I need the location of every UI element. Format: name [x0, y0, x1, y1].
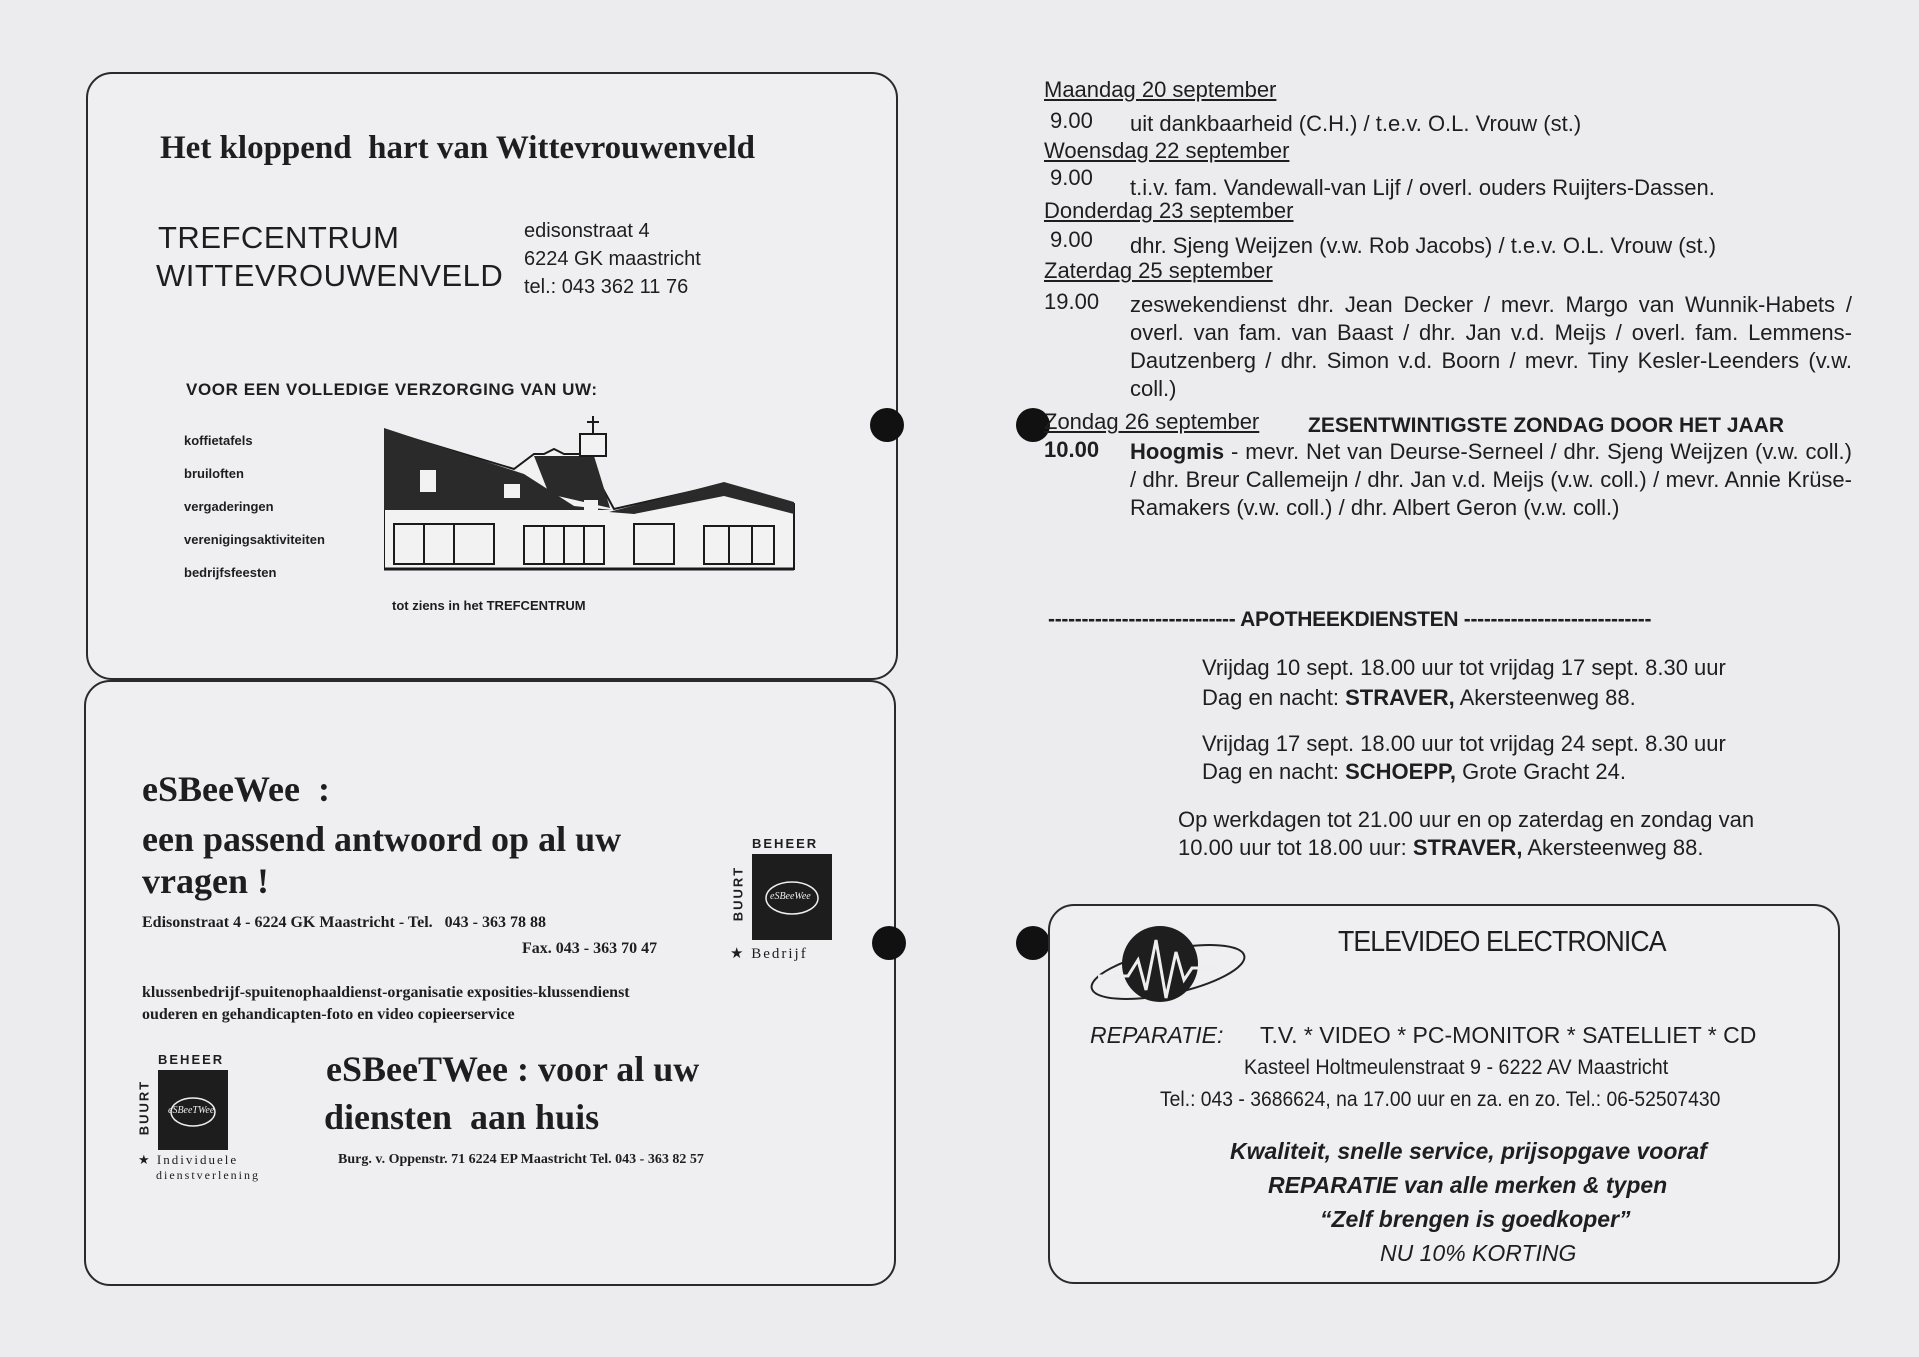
- schedule-text: [1130, 438, 1852, 522]
- logo-inner-text: eSBeeWee: [770, 891, 811, 902]
- esbeetwee-address: Burg. v. Oppenstr. 71 6224 EP Maastricht Tel. 043 - 363 82 57: [338, 1152, 704, 1167]
- televideo-address: Kasteel Holtmeulenstraat 9 - 6222 AV Maastricht: [1244, 1056, 1669, 1079]
- logo-caption-line2: dienstverlening: [156, 1168, 260, 1182]
- apotheek-address: Grote Gracht 24.: [1455, 759, 1626, 784]
- service-item: bedrijfsfeesten: [184, 565, 277, 580]
- trefcentrum-phone: tel.: 043 362 11 76: [524, 276, 689, 298]
- trefcentrum-headline: Het kloppend hart van Wittevrouwenveld: [160, 130, 755, 166]
- esbeewee-title: eSBeeWee :: [142, 769, 330, 809]
- esbeetwee-title-line1: eSBeeTWee : voor al uw: [326, 1049, 700, 1089]
- buurtbeheer-individueel-logo: [130, 1052, 270, 1192]
- binder-hole-left-bottom: [872, 926, 906, 960]
- apotheek-p2-line2: [1202, 758, 1626, 786]
- logo-side-text: BUURT: [730, 865, 746, 922]
- televideo-repair-label: REPARATIE:: [1090, 1022, 1224, 1048]
- apotheek-pharmacy: SCHOEPP,: [1345, 759, 1456, 784]
- schedule-time: 9.00: [1050, 227, 1093, 252]
- apotheek-p3-line2: [1178, 834, 1703, 862]
- trefcentrum-address1: edisonstraat 4: [524, 220, 650, 242]
- televideo-logo: [1068, 920, 1268, 1020]
- apotheek-p1-line2: [1202, 684, 1636, 712]
- service-item: bruiloften: [184, 466, 244, 481]
- service-item: vergaderingen: [184, 499, 274, 514]
- esbeewee-tagline-line2: vragen !: [142, 861, 269, 901]
- televideo-slogan3: “Zelf brengen is goedkoper”: [1320, 1206, 1631, 1232]
- schedule-day: Maandag 20 september: [1044, 77, 1277, 102]
- apotheek-address: Akersteenweg 88.: [1454, 685, 1636, 710]
- building-illustration: [384, 414, 804, 574]
- schedule-bold-label: Hoogmis: [1130, 439, 1225, 464]
- schedule-text: t.i.v. fam. Vandewall-van Lijf / overl. ouders Ruijters-Dassen.: [1130, 175, 1715, 200]
- trefcentrum-name-line1: TREFCENTRUM: [158, 220, 400, 255]
- schedule-text: dhr. Sjeng Weijzen (v.w. Rob Jacobs) / t.e.v. O.L. Vrouw (st.): [1130, 233, 1717, 258]
- logo-top-text: BEHEER: [158, 1052, 225, 1067]
- schedule-day: Donderdag 23 september: [1044, 198, 1294, 223]
- apotheek-address: Akersteenweg 88.: [1522, 835, 1704, 860]
- esbeewee-services-line2: ouderen en gehandicapten-foto en video copieerservice: [142, 1006, 515, 1023]
- esbeewee-tagline-line1: een passend antwoord op al uw: [142, 819, 622, 859]
- schedule-day: Zondag 26 september: [1044, 409, 1260, 434]
- apotheek-p1-line1: Vrijdag 10 sept. 18.00 uur tot vrijdag 17 sept. 8.30 uur: [1202, 655, 1726, 680]
- trefcentrum-name-line2: WITTEVROUWENVELD: [156, 258, 504, 293]
- esbeewee-address-tel: Edisonstraat 4 - 6224 GK Maastricht - Tel. 043 - 363 78 88: [142, 914, 546, 931]
- schedule-heading: ZESENTWINTIGSTE ZONDAG DOOR HET JAAR: [1308, 414, 1785, 437]
- televideo-repair-items: T.V. * VIDEO * PC-MONITOR * SATELLIET * CD: [1260, 1022, 1757, 1048]
- televideo-slogan1: Kwaliteit, snelle service, prijsopgave vooraf: [1230, 1138, 1707, 1164]
- schedule-text: uit dankbaarheid (C.H.) / t.e.v. O.L. Vrouw (st.): [1130, 111, 1582, 136]
- apotheek-pharmacy: STRAVER,: [1412, 835, 1523, 860]
- schedule-day: Woensdag 22 september: [1044, 138, 1290, 163]
- trefcentrum-address2: 6224 GK maastricht: [524, 248, 701, 270]
- service-item: verenigingsaktiviteiten: [184, 532, 325, 547]
- logo-emblem: [158, 1070, 228, 1150]
- trefcentrum-ad: [86, 72, 898, 680]
- apotheek-prefix: 10.00 uur tot 18.00 uur:: [1178, 835, 1413, 860]
- televideo-discount: NU 10% KORTING: [1380, 1240, 1577, 1266]
- binder-hole-left-top: [870, 408, 904, 442]
- schedule-text-rest: - mevr. Net van Deurse-Serneel / dhr. Sjeng Weijzen (v.w. coll.) / dhr. Breur Callemeijn / dhr. Jan v.d. Meijs (v.w. coll.) / mevr. Annie Krüse-Ramakers (v.w. coll.) / dhr. Albert Geron (v.w. coll.): [1130, 439, 1852, 520]
- televideo-slogan2: REPARATIE van alle merken & typen: [1268, 1172, 1668, 1198]
- trefcentrum-service-heading: VOOR EEN VOLLEDIGE VERZORGING VAN UW:: [186, 380, 598, 399]
- logo-caption: ★ Bedrijf: [730, 946, 808, 962]
- buurtbeheer-bedrijf-logo: [726, 836, 836, 976]
- logo-inner-text: eSBeeTWee: [168, 1105, 215, 1116]
- apotheek-p3-line1: Op werkdagen tot 21.00 uur en op zaterdag en zondag van: [1178, 807, 1755, 832]
- logo-side-text: BUURT: [136, 1079, 152, 1136]
- esbeewee-ad: [84, 680, 896, 1286]
- apotheek-prefix: Dag en nacht:: [1202, 759, 1346, 784]
- schedule-time: 10.00: [1044, 437, 1100, 462]
- trefcentrum-closing: tot ziens in het TREFCENTRUM: [392, 598, 586, 613]
- schedule-time: 19.00: [1044, 289, 1100, 314]
- logo-caption-line1: ★ Individuele: [138, 1152, 239, 1167]
- apotheek-pharmacy: STRAVER,: [1345, 685, 1455, 710]
- apotheek-prefix: Dag en nacht:: [1202, 685, 1346, 710]
- schedule-time: 9.00: [1050, 165, 1093, 190]
- esbeewee-services-line1: klussenbedrijf-spuitenophaaldienst-organisatie exposities-klussendienst: [142, 984, 630, 1001]
- schedule-day: Zaterdag 25 september: [1044, 258, 1273, 283]
- binder-hole-right-bottom: [1016, 926, 1050, 960]
- logo-top-text: BEHEER: [752, 836, 819, 851]
- esbeetwee-title-line2: diensten aan huis: [324, 1097, 600, 1137]
- televideo-ad: [1048, 904, 1840, 1284]
- service-item: koffietafels: [184, 433, 253, 448]
- televideo-phones: Tel.: 043 - 3686624, na 17.00 uur en za. en zo. Tel.: 06-52507430: [1160, 1088, 1721, 1111]
- apotheek-heading: ---------------------------- APOTHEEKDIENSTEN ----------------------------: [1048, 608, 1652, 631]
- esbeewee-fax: Fax. 043 - 363 70 47: [522, 940, 658, 957]
- schedule-text: zeswekendienst dhr. Jean Decker / mevr. Margo van Wunnik-Habets / overl. van fam. van Baast / dhr. Jan v.d. Meijs / overl. fam. Lemmens-Dautzenberg / dhr. Simon v.d. Boorn / mevr. Tiny Kesler-Leenders (v.w. coll.): [1130, 292, 1852, 401]
- logo-emblem: [752, 854, 832, 940]
- apotheek-p2-line1: Vrijdag 17 sept. 18.00 uur tot vrijdag 24 sept. 8.30 uur: [1202, 731, 1726, 756]
- televideo-title: TELEVIDEO ELECTRONICA: [1338, 926, 1666, 958]
- trefcentrum-service-list: [184, 424, 325, 589]
- schedule-time: 9.00: [1050, 108, 1093, 133]
